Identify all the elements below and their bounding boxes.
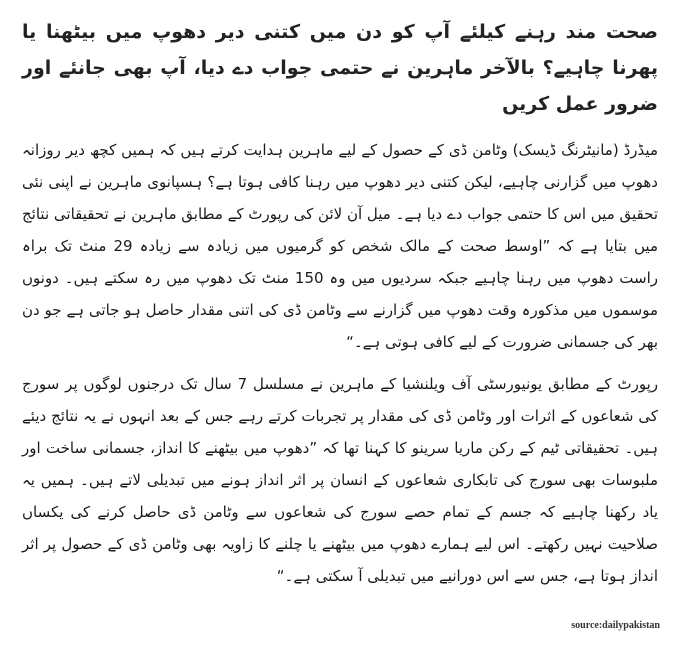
source-credit: source:dailypakistan [571,620,660,631]
article [22,14,658,602]
article-headline: صحت مند رہنے کیلئے آپ کو دن میں کتنی دیر دھوپ میں بیٹھنا یا پھرنا چاہیے؟ بالآخر ماہرین نے حتمی جواب دے دیا، آپ بھی جانئے اور ضرور عمل کریں [22,21,658,115]
article-paragraph-1: میڈرڈ (مانیٹرنگ ڈیسک) وٹامن ڈی کے حصول کے لیے ماہرین ہدایت کرتے ہیں کہ ہمیں کچھ دیر روزانہ دھوپ میں گزارنی چاہیے، لیکن کتنی دیر دھوپ میں رہنا کافی ہوتا ہے؟ ہسپانوی ماہرین نے اپنی نئی تحقیق میں اس کا حتمی جواب دے دیا ہے۔ میل آن لائن کی رپورٹ کے مطابق ماہرین نے تحقیقاتی نتائج میں بتایا ہے کہ ”اوسط صحت کے مالک شخص کو گرمیوں میں زیادہ سے زیادہ 29 منٹ تک براہ راست دھوپ میں رہنا چاہیے جبکہ سردیوں میں وہ 150 منٹ تک دھوپ میں رہ سکتے ہیں۔ دونوں موسموں میں مذکورہ وقت دھوپ میں گزارنے سے وٹامن ڈی کی اتنی مقدار حاصل ہو جاتی ہے جو دن بھر کی جسمانی ضرورت کے لیے کافی ہوتی ہے۔“ [22,141,658,351]
article-paragraph-2: رپورٹ کے مطابق یونیورسٹی آف ویلنشیا کے ماہرین نے مسلسل 7 سال تک درجنوں لوگوں پر سورج کی شعاعوں کے اثرات اور وٹامن ڈی کی مقدار پر تجربات کرتے رہے جس کے بعد انہوں نے یہ نتائج دیئے ہیں۔ تحقیقاتی ٹیم کے رکن ماریا سرینو کا کہنا تھا کہ ”دھوپ میں بیٹھنے کا انداز، جسمانی ساخت اور ملبوسات بھی سورج کی تابکاری شعاعوں کے انسان پر اثر انداز ہونے میں تبدیلی لاتے ہیں۔ ہمیں یہ یاد رکھنا چاہیے کہ جسم کے تمام حصے سورج کی شعاعوں سے وٹامن ڈی حاصل کرنے کی یکساں صلاحیت نہیں رکھتے۔ اس لیے ہمارے دھوپ میں بیٹھنے یا چلنے کا زاویہ بھی وٹامن ڈی کے حصول پر اثر انداز ہوتا ہے، جس سے اس دورانیے میں تبدیلی آ سکتی ہے۔“ [22,375,658,585]
